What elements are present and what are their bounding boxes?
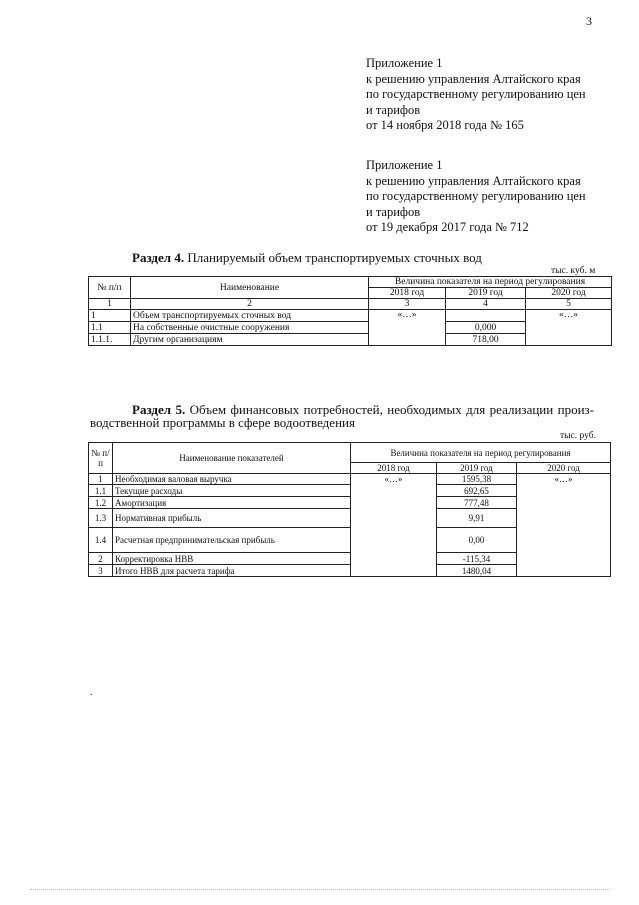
- section5-title-text: Объем финансовых потребностей, необходимых для реализации произ-: [185, 402, 595, 417]
- appendix-header-current: [366, 56, 586, 134]
- row-num: 3: [89, 565, 113, 577]
- table-row: [89, 310, 612, 322]
- row-2019: 777,48: [437, 497, 517, 509]
- row-num: 1.1.1.: [89, 334, 131, 346]
- header-2019: 2019 год: [446, 288, 526, 299]
- section4-title-number: Раздел 4.: [132, 250, 185, 265]
- row-name: Расчетная предпринимательская прибыль: [113, 528, 351, 553]
- row-num: 1.1: [89, 485, 113, 497]
- row-num: 1.3: [89, 509, 113, 528]
- index-cell: 3: [369, 299, 446, 310]
- table-row: [89, 474, 611, 485]
- row-name: Объем транспортируемых сточных вод: [131, 310, 369, 322]
- row-2020: «…»: [517, 474, 611, 577]
- row-2019: -115,34: [437, 553, 517, 565]
- row-num: 1: [89, 310, 131, 322]
- row-num: 1.2: [89, 497, 113, 509]
- section5-title-line2: водственной программы в сфере водоотведения: [90, 415, 355, 430]
- stray-mark: .: [90, 687, 93, 698]
- row-2019: 692,65: [437, 485, 517, 497]
- row-2020: «…»: [526, 310, 612, 346]
- row-num: 1.1: [89, 322, 131, 334]
- row-2018: «…»: [351, 474, 437, 577]
- header-period: Величина показателя на период регулирования: [369, 277, 612, 288]
- appendix-line: и тарифов: [366, 102, 421, 117]
- row-2019: 718,00: [446, 334, 526, 346]
- row-2019: 9,91: [437, 509, 517, 528]
- appendix-line: Приложение 1: [366, 158, 443, 172]
- appendix-line: по государственному регулированию цен: [366, 87, 586, 101]
- row-2019: 1595,38: [437, 474, 517, 485]
- section4-unit: тыс. куб. м: [551, 266, 596, 276]
- section4-title-text: Планируемый объем транспортируемых сточных вод: [184, 250, 482, 265]
- section4-table: [88, 276, 612, 346]
- appendix-line: и тарифов: [366, 204, 421, 219]
- row-2018: «…»: [369, 310, 446, 346]
- row-2019: [446, 310, 526, 322]
- header-period: Величина показателя на период регулирования: [351, 443, 611, 463]
- section4-title: [132, 250, 482, 266]
- row-num: 1: [89, 474, 113, 485]
- header-num: № п/п: [89, 277, 131, 299]
- index-cell: 2: [131, 299, 369, 310]
- row-name: Корректировка НВВ: [113, 553, 351, 565]
- header-name: Наименование показателей: [113, 443, 351, 474]
- row-name: Итого НВВ для расчета тарифа: [113, 565, 351, 577]
- appendix-line: по государственному регулированию цен: [366, 189, 586, 203]
- appendix-line: от 19 декабря 2017 года № 712: [366, 220, 529, 234]
- appendix-line: к решению управления Алтайского края: [366, 173, 581, 188]
- row-2019: 1480,04: [437, 565, 517, 577]
- appendix-header-previous: [366, 158, 586, 236]
- section5-table: [88, 442, 611, 577]
- row-name: Другим организациям: [131, 334, 369, 346]
- appendix-line: от 14 ноября 2018 года № 165: [366, 118, 524, 132]
- header-2018: 2018 год: [369, 288, 446, 299]
- header-name: Наименование: [131, 277, 369, 299]
- appendix-line: к решению управления Алтайского края: [366, 71, 581, 86]
- row-num: 1.4: [89, 528, 113, 553]
- row-num: 2: [89, 553, 113, 565]
- header-2019: 2019 год: [437, 463, 517, 474]
- index-cell: 4: [446, 299, 526, 310]
- header-2020: 2020 год: [517, 463, 611, 474]
- header-2018: 2018 год: [351, 463, 437, 474]
- section5-title-number: Раздел 5.: [132, 402, 186, 417]
- index-cell: 1: [89, 299, 131, 310]
- page-bottom-divider: [30, 889, 610, 890]
- row-name: Нормативная прибыль: [113, 509, 351, 528]
- row-name: На собственные очистные сооружения: [131, 322, 369, 334]
- section5-unit: тыс. руб.: [560, 431, 596, 441]
- page-number: 3: [586, 14, 592, 28]
- header-2020: 2020 год: [526, 288, 612, 299]
- appendix-line: Приложение 1: [366, 56, 443, 70]
- row-name: Амортизация: [113, 497, 351, 509]
- header-num: № п/п: [89, 443, 113, 474]
- row-name: Текущие расходы: [113, 485, 351, 497]
- row-name: Необходимая валовая выручка: [113, 474, 351, 485]
- index-cell: 5: [526, 299, 612, 310]
- row-2019: 0,000: [446, 322, 526, 334]
- row-2019: 0,00: [437, 528, 517, 553]
